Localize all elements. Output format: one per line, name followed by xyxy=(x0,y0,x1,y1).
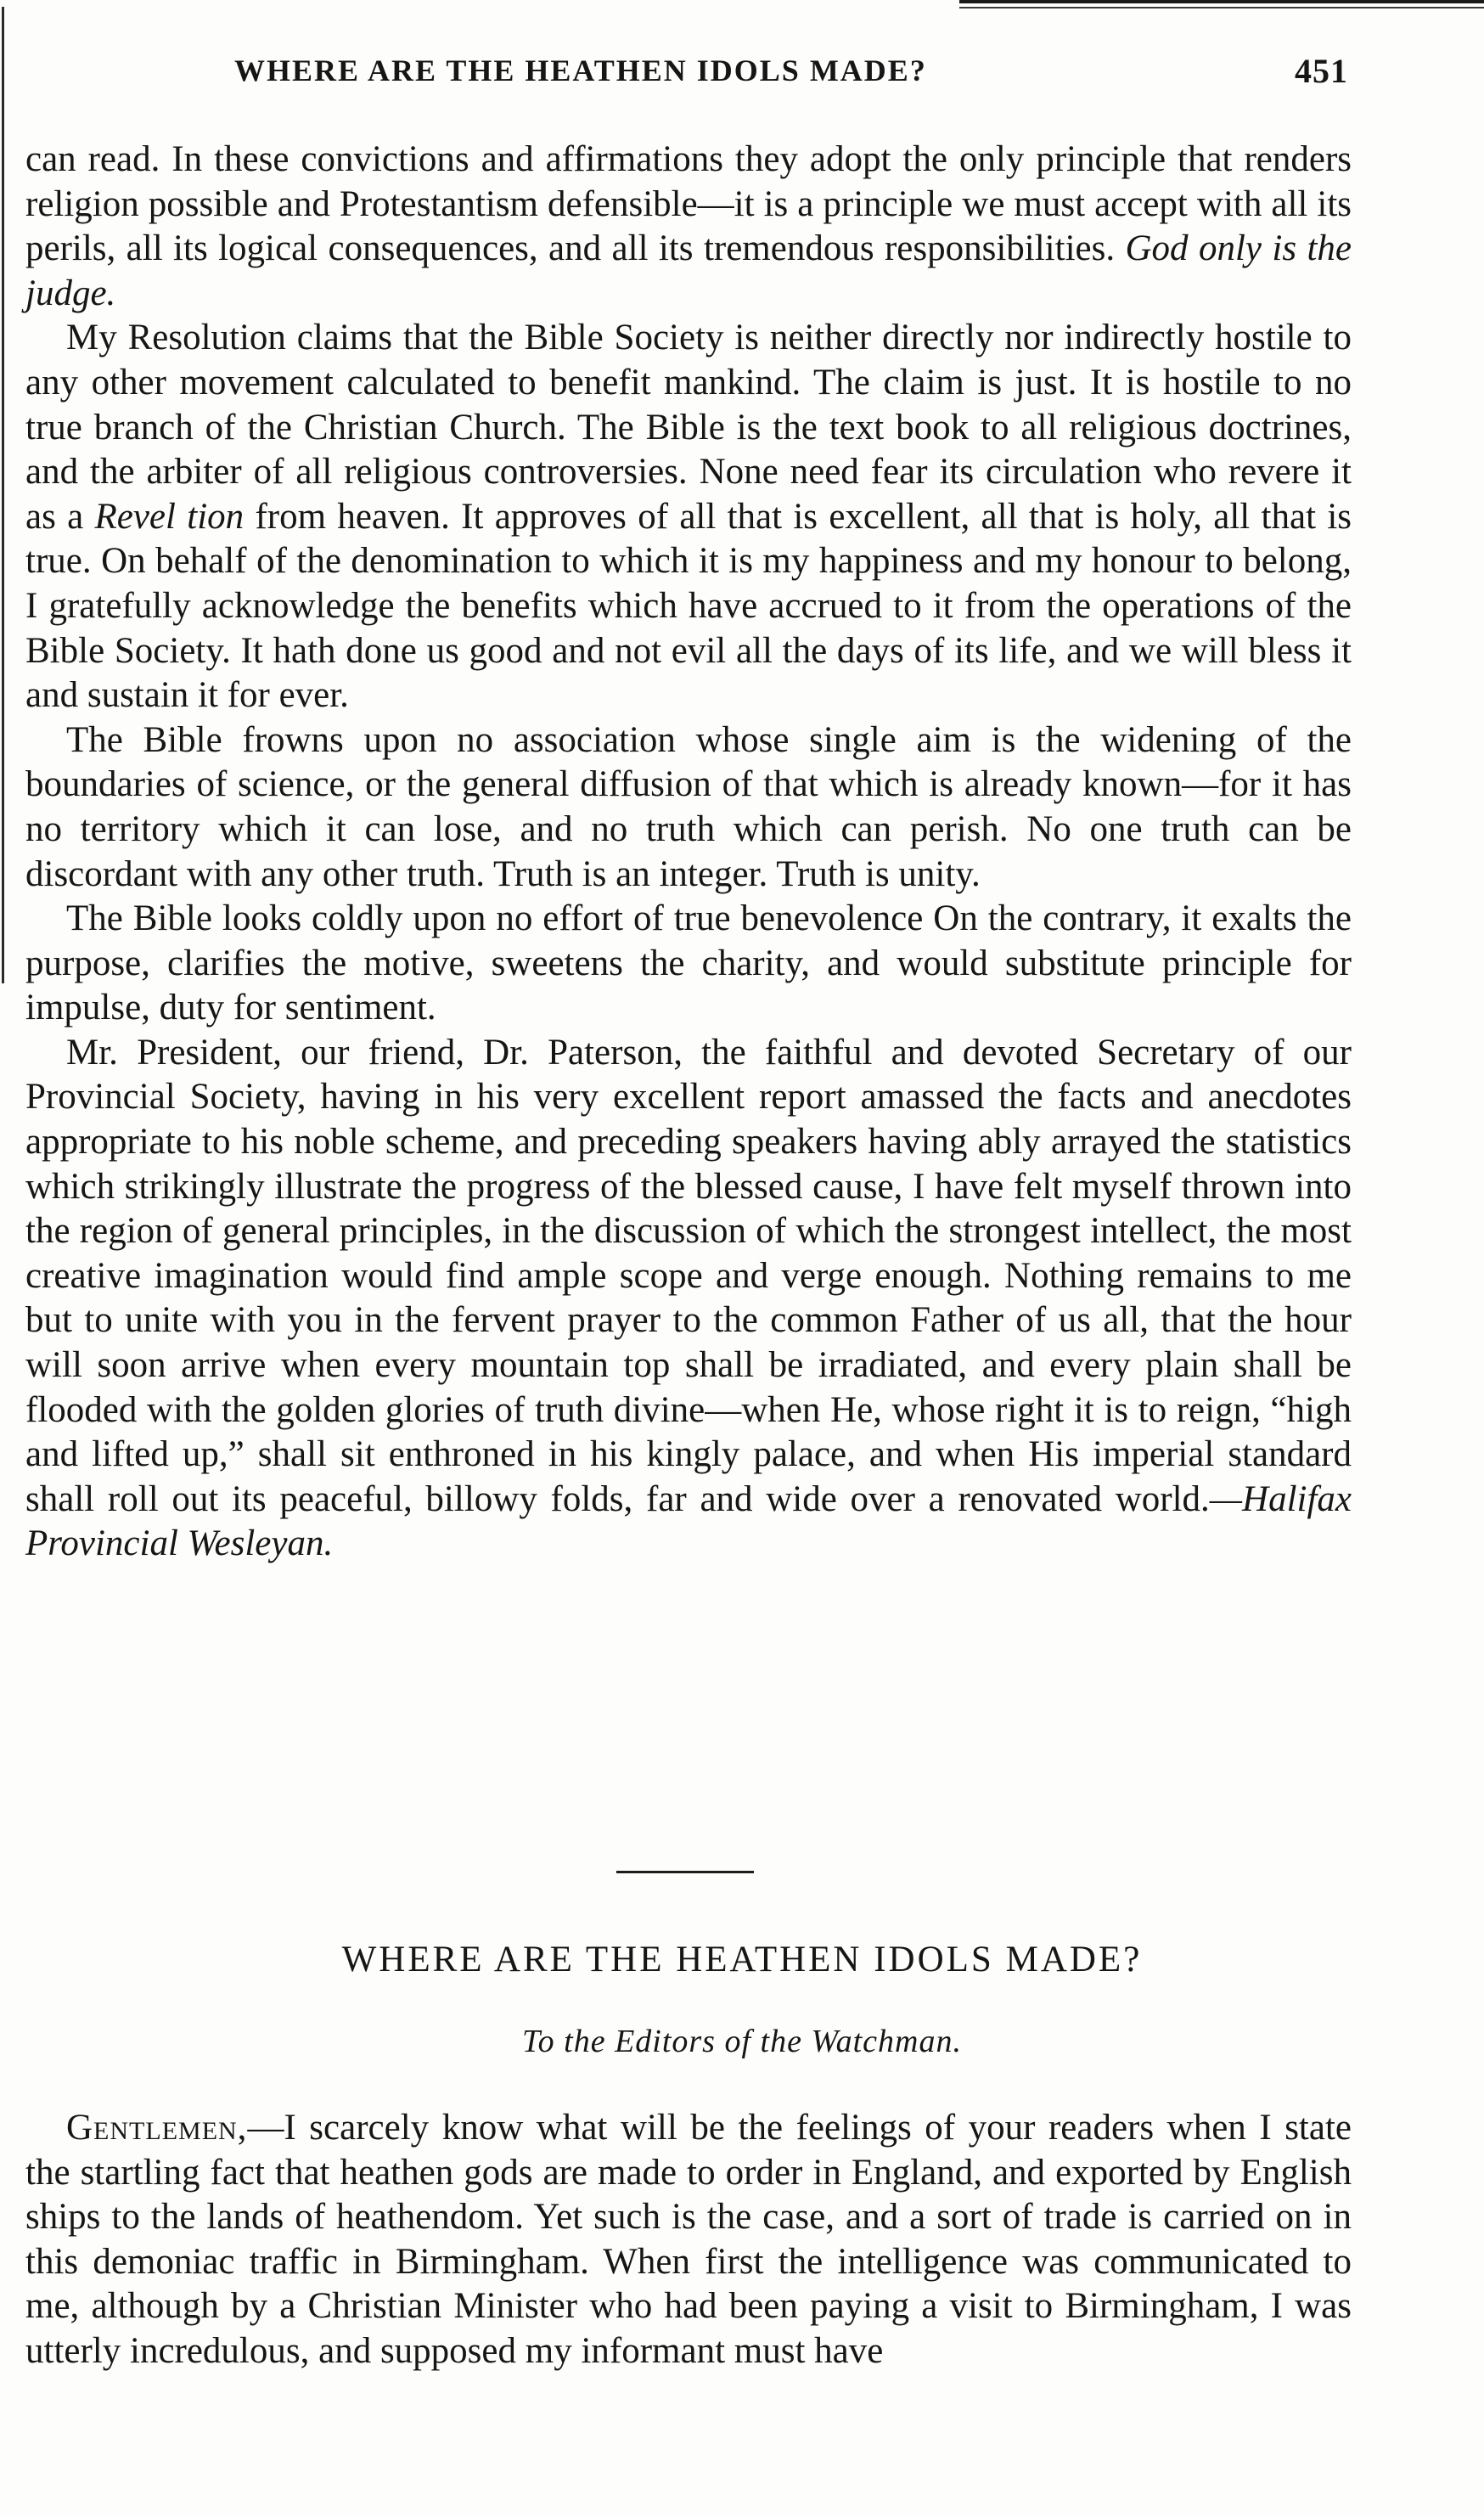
page-number: 451 xyxy=(1295,52,1348,90)
paragraph-1-italic: God only is the judge. xyxy=(25,228,1352,313)
paragraph-4: The Bible looks coldly upon no effort of true benevolence On the contrary, it exalts the purpose, clarifies the motive, sweetens the charity, and would substitute principle for impulse, duty for sentiment. xyxy=(25,898,1352,1028)
paragraph-1 xyxy=(25,138,1352,316)
paragraph-2 xyxy=(25,316,1352,718)
section-divider xyxy=(616,1871,754,1873)
top-border-rule xyxy=(959,0,1484,3)
source-attribution: —Halifax Provincial Wesleyan. xyxy=(25,1478,1352,1564)
paragraph-5 xyxy=(25,1031,1352,1567)
paragraph-3: The Bible frowns upon no association whose single aim is the widening of the boundaries of science, or the general diffusion of that which is already known—for it has no territory which it can lose, and no truth which can perish. No one truth can be discordant with any other truth. Truth is an integer. Truth is unity. xyxy=(25,719,1352,894)
salutation: Gentlemen, xyxy=(66,2108,248,2148)
paragraph-2-text-b: from heaven. It approves of all that is excellent, all that is holy, all that is true. On behalf of the denomination to which it is my happiness and my honour to belong, I gratefully acknowledge the benefits which have accrued to it from the operations of the Bible Society. It hath done us good and not evil all the days of its life, and we will bless it and sustain it for ever. xyxy=(25,496,1352,716)
left-margin-line xyxy=(2,7,4,983)
running-head xyxy=(234,53,1348,88)
continued-article-text xyxy=(25,138,1352,1567)
running-title: WHERE ARE THE HEATHEN IDOLS MADE? xyxy=(234,53,927,87)
article-body xyxy=(25,2106,1352,2374)
article-paragraph-1 xyxy=(25,2106,1352,2374)
top-border-rule-thin xyxy=(959,7,1484,8)
article-title: WHERE ARE THE HEATHEN IDOLS MADE? xyxy=(341,1940,1143,1979)
paragraph-1-text: can read. In these convictions and affirmations they adopt the only principle that renders religion possible and Protestantism defensible—it is a principle we must accept with all its perils, all its logical consequences, and all its tremendous responsibilities. xyxy=(25,139,1352,269)
article-body-text: —I scarcely know what will be the feelings of your readers when I state the startling fact that heathen gods are made to order in England, and exported by English ships to the lands of heathendom. Yet such is the case, and a sort of trade is carried on in this demoniac traffic in Birmingham. When first the intelligence was communicated to me, although by a Christian Minister who had been paying a visit to Birmingham, I was utterly incredulous, and supposed my informant must have xyxy=(25,2108,1352,2371)
paragraph-2-text-a: My Resolution claims that the Bible Society is neither directly nor indirectly hostile to any other movement calculated to benefit mankind. The claim is just. It is hostile to no true branch of the Christian Church. The Bible is the text book to all religious doctrines, and the arbiter of all religious controversies. None need fear its circulation who revere it as a xyxy=(25,318,1352,537)
paragraph-2-italic: Revel tion xyxy=(94,496,245,537)
article-subtitle: To the Editors of the Watchman. xyxy=(522,2024,962,2059)
paragraph-5-text: Mr. President, our friend, Dr. Paterson, the faithful and devoted Secretary of our Provincial Society, having in his very excellent report amassed the facts and anecdotes appropriate to his noble scheme, and preceding speakers having ably arrayed the statistics which strikingly illustrate the progress of the blessed cause, I have felt myself thrown into the region of general principles, in the discussion of which the strongest intellect, the most creative imagination would find ample scope and verge enough. Nothing remains to me but to unite with you in the fervent prayer to the common Father of us all, that the hour will soon arrive when every mountain top shall be irradiated, and every plain shall be flooded with the golden glories of truth divine—when He, whose right it is to reign, “high and lifted up,” shall sit enthroned in his kingly palace, and when His imperial standard shall roll out its peaceful, billowy folds, far and wide over a renovated world. xyxy=(25,1032,1352,1519)
